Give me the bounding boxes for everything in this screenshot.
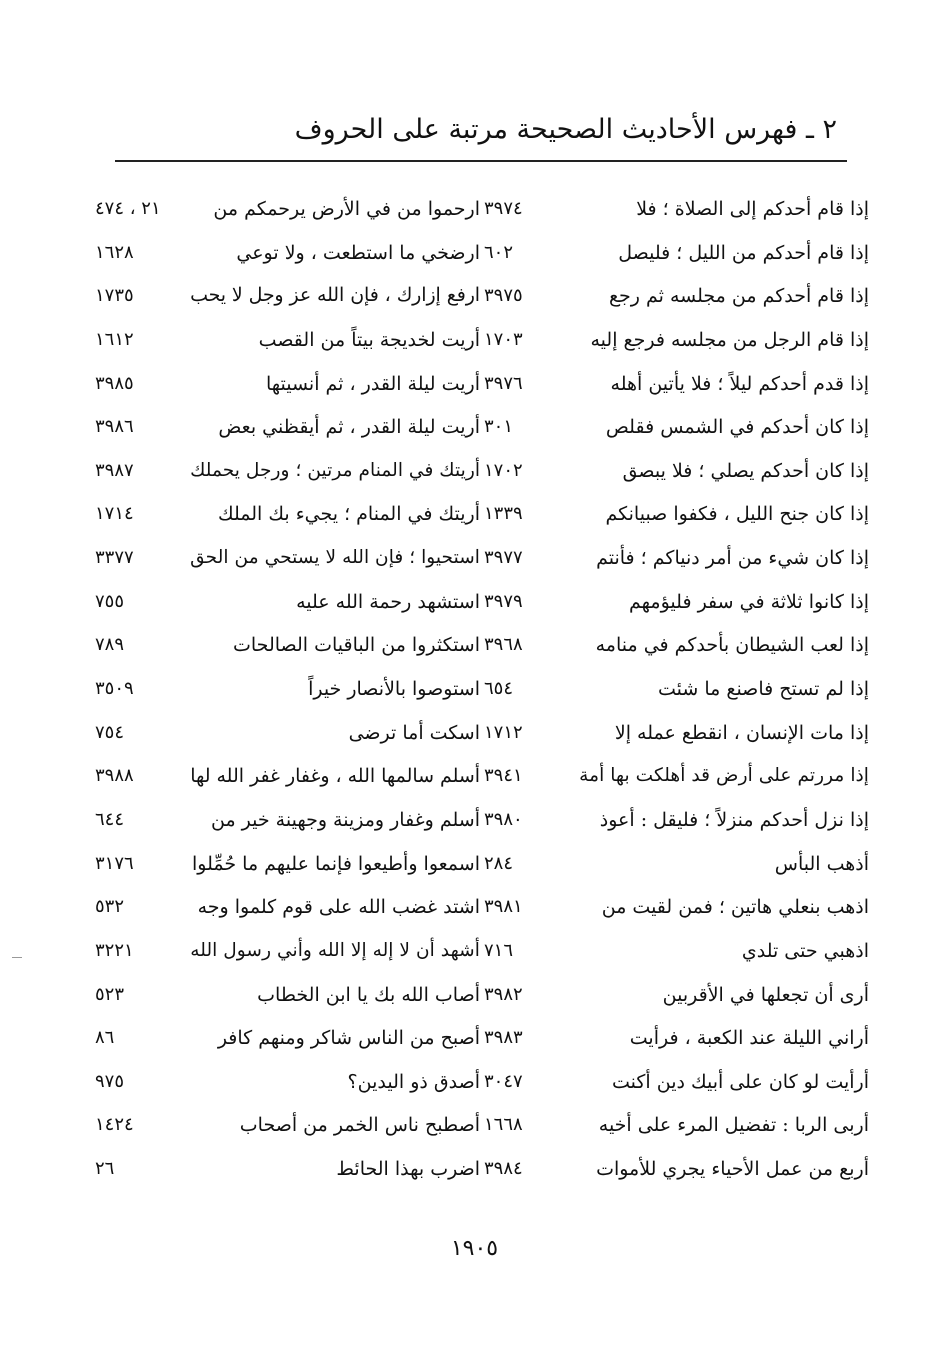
hadith-number: ٢٦ — [95, 1158, 115, 1180]
hadith-number: ٣١٧٦ — [95, 852, 134, 874]
index-entry — [484, 845, 869, 889]
hadith-number: ٣٩٦٨ — [484, 634, 523, 656]
page-title: ٢ ـ فهرس الأحاديث الصحيحة مرتبة على الحروف — [294, 114, 837, 145]
hadith-number: ٣٩٧٧ — [484, 547, 523, 569]
index-entry — [95, 757, 480, 801]
hadith-text: إذا كانوا ثلاثة في سفر فليؤمهم — [629, 590, 869, 613]
hadith-text: أشهد أن لا إله إلا الله وأني رسول الله — [190, 939, 480, 961]
index-entry — [484, 495, 869, 539]
hadith-number: ٦٤٤ — [95, 808, 125, 830]
hadith-number: ٣٩٧٦ — [484, 372, 523, 394]
hadith-number: ٥٢٣ — [95, 983, 125, 1005]
hadith-text: اذهبي حتى تلدي — [741, 939, 869, 962]
hadith-number: ٣٩٨٨ — [95, 765, 134, 787]
hadith-text: إذا مات الإنسان ، انقطع عمله إلا — [614, 721, 869, 744]
hadith-text: إذا كان أحدكم يصلي ؛ فلا يبصق — [622, 459, 869, 482]
index-entry — [95, 539, 480, 583]
hadith-text: أربع من عمل الأحياء يجري للأموات — [596, 1158, 869, 1181]
index-entry — [95, 495, 480, 539]
index-entry — [484, 190, 869, 234]
hadith-text: أريت ليلة القدر ، ثم أنسيتها — [265, 372, 480, 395]
hadith-text: أذهب البأس — [774, 852, 869, 875]
hadith-text: أربى الربا : تفضيل المرء على أخيه — [598, 1114, 869, 1137]
hadith-text: إذا قدم أحدكم ليلاً ؛ فلا يأتين أهله — [610, 372, 869, 395]
index-entry — [484, 888, 869, 932]
index-entry — [484, 408, 869, 452]
hadith-number: ٥٣٢ — [95, 896, 125, 918]
index-entry — [484, 670, 869, 714]
index-entry — [95, 190, 480, 234]
hadith-number: ٨٦ — [95, 1027, 115, 1049]
hadith-number: ٦٠٢ — [484, 241, 514, 263]
hadith-text: أريتك في المنام مرتين ؛ ورجل يحملك — [190, 459, 480, 481]
hadith-text: استشهد رحمة الله عليه — [296, 590, 480, 613]
index-entry — [95, 1150, 480, 1194]
hadith-number: ١٦٢٨ — [95, 241, 134, 263]
hadith-number: ١٧١٤ — [95, 503, 134, 525]
hadith-text: إذا قام أحدكم إلى الصلاة ؛ فلا — [636, 198, 869, 220]
hadith-text: إذا كان شيء من أمر دنياكم ؛ فأنتم — [596, 547, 869, 570]
index-entry — [484, 321, 869, 365]
index-entry — [484, 583, 869, 627]
index-entry — [95, 714, 480, 758]
index-entry — [95, 408, 480, 452]
index-entry — [95, 321, 480, 365]
index-entry — [95, 932, 480, 976]
hadith-number: ٣٩٨٤ — [484, 1158, 523, 1180]
hadith-text: إذا لعب الشيطان بأحدكم في منامه — [595, 634, 869, 657]
index-entry — [484, 365, 869, 409]
index-entry — [484, 1106, 869, 1150]
page-number: ١٩٠٥ — [450, 1236, 499, 1261]
header-divider — [115, 160, 847, 162]
index-entry — [95, 801, 480, 845]
hadith-text: أرأيت لو كان على أبيك دين أكنت — [611, 1070, 869, 1093]
hadith-text: أريت لخديجة بيتاً من القصب — [258, 328, 480, 351]
index-column-right — [484, 190, 869, 1194]
index-entry — [484, 976, 869, 1020]
hadith-text: اضرب بهذا الحائط — [336, 1158, 480, 1181]
hadith-text: أصبح من الناس شاكر ومنهم كافر — [217, 1027, 480, 1050]
hadith-number: ٧٥٤ — [95, 721, 125, 743]
index-column-left — [95, 190, 480, 1194]
index-entry — [95, 277, 480, 321]
hadith-number: ١٧١٢ — [484, 721, 523, 743]
hadith-number: ٣٩٨٠ — [484, 808, 523, 830]
hadith-text: ارضخي ما استطعت ، ولا توعي — [236, 241, 480, 264]
index-entry — [95, 670, 480, 714]
index-entry — [95, 1106, 480, 1150]
index-entry — [95, 234, 480, 278]
index-entry — [484, 1019, 869, 1063]
index-entry — [484, 1150, 869, 1194]
hadith-text: إذا كان جنح الليل ، فكفوا صبيانكم — [605, 503, 869, 526]
hadith-number: ١٧٠٢ — [484, 459, 523, 481]
hadith-number: ٩٧٥ — [95, 1070, 125, 1092]
hadith-number: ٣٠١ — [484, 416, 514, 438]
hadith-number: ١٧٣٥ — [95, 285, 134, 307]
hadith-text: استوصوا بالأنصار خيراً — [308, 678, 480, 701]
hadith-number: ١٣٣٩ — [484, 503, 523, 525]
hadith-text: ارحموا من في الأرض يرحمكم من — [213, 198, 480, 220]
hadith-number: ٣٥٠٩ — [95, 678, 134, 700]
hadith-number: ٣٩٧٥ — [484, 285, 523, 307]
index-entry — [95, 845, 480, 889]
hadith-number: ٧٨٩ — [95, 634, 125, 656]
index-entry — [484, 1063, 869, 1107]
index-entry — [484, 757, 869, 801]
index-entry — [95, 365, 480, 409]
hadith-number: ٣٢٢١ — [95, 939, 134, 961]
hadith-number: ٣٩٧٤ — [484, 198, 523, 219]
hadith-number: ٣٩٨٧ — [95, 459, 134, 481]
hadith-text: أريت ليلة القدر ، ثم أيقظني بعض — [218, 416, 480, 439]
hadith-text: أسلم وغفار ومزينة وجهينة خير من — [211, 808, 480, 831]
index-entry — [95, 452, 480, 496]
hadith-text: أصدق ذو اليدين؟ — [347, 1070, 480, 1093]
index-entry — [95, 888, 480, 932]
index-entry — [484, 277, 869, 321]
hadith-number: ٣٣٧٧ — [95, 547, 134, 569]
hadith-number: ١٦٦٨ — [484, 1114, 523, 1136]
index-entry — [484, 234, 869, 278]
hadith-number: ٣٩٨٢ — [484, 983, 523, 1005]
hadith-number: ٦٥٤ — [484, 678, 514, 700]
hadith-text: إذا نزل أحدكم منزلاً ؛ فليقل : أعوذ — [599, 808, 869, 831]
index-entry — [95, 626, 480, 670]
hadith-text: إذا لم تستح فاصنع ما شئت — [657, 678, 869, 701]
hadith-number: ١٦١٢ — [95, 328, 134, 350]
margin-mark — [12, 957, 22, 958]
hadith-text: أراني الليلة عند الكعبة ، فرأيت — [629, 1027, 869, 1050]
index-entry — [484, 801, 869, 845]
hadith-number: ٣٩٨٦ — [95, 416, 134, 438]
hadith-text: إذا كان أحدكم في الشمس فقلص — [605, 416, 869, 439]
hadith-number: ٣٩٨٥ — [95, 372, 134, 394]
hadith-number: ٣٩٨٣ — [484, 1027, 523, 1049]
hadith-text: استكثروا من الباقيات الصالحات — [233, 634, 480, 657]
hadith-number: ٧١٦ — [484, 939, 514, 961]
hadith-text: أريتك في المنام ؛ يجيء بك الملك — [217, 503, 480, 526]
hadith-number: ١٧٠٣ — [484, 328, 523, 350]
hadith-text: أسلم سالمها الله ، وغفار غفر الله لها — [190, 765, 480, 788]
hadith-text: اشتد غضب الله على قوم كلموا وجه — [197, 896, 480, 919]
hadith-text: ارفع إزارك ، فإن الله عز وجل لا يحب — [190, 285, 480, 307]
hadith-number: ٧٥٥ — [95, 590, 125, 612]
index-entry — [484, 452, 869, 496]
hadith-text: اسكت أما ترضى — [348, 721, 480, 744]
index-entry — [484, 539, 869, 583]
index-entry — [95, 583, 480, 627]
hadith-text: أرى أن تجعلها في الأقربين — [662, 983, 869, 1006]
hadith-number: ١٤٢٤ — [95, 1114, 134, 1136]
hadith-text: اسمعوا وأطيعوا فإنما عليهم ما حُمِّلوا — [192, 852, 480, 875]
hadith-text: إذا مررتم على أرض قد أهلكت بها أمة — [579, 765, 869, 787]
index-entry — [95, 1019, 480, 1063]
hadith-text: اذهب بنعلي هاتين ؛ فمن لقيت من — [601, 896, 869, 919]
hadith-text: استحيوا ؛ فإن الله لا يستحي من الحق — [190, 547, 480, 569]
hadith-text: إذا قام أحدكم من الليل ؛ فليصل — [618, 241, 869, 264]
hadith-text: أصطبح ناس الخمر من أصحاب — [239, 1114, 480, 1137]
index-entry — [95, 976, 480, 1020]
index-entry — [484, 932, 869, 976]
hadith-number: ٣٩٨١ — [484, 896, 523, 918]
hadith-number: ٢٨٤ — [484, 852, 514, 874]
index-entry — [484, 626, 869, 670]
hadith-number: ٣٩٤١ — [484, 765, 523, 787]
hadith-number: ٣٩٧٩ — [484, 590, 523, 612]
hadith-text: إذا قام الرجل من مجلسه فرجع إليه — [590, 328, 869, 351]
index-entry — [484, 714, 869, 758]
hadith-text: إذا قام أحدكم من مجلسه ثم رجع — [608, 285, 869, 308]
hadith-number: ٣٠٤٧ — [484, 1070, 523, 1092]
hadith-text: أصاب الله بك يا ابن الخطاب — [257, 983, 480, 1006]
index-entry — [95, 1063, 480, 1107]
hadith-number: ٢١ ، ٤٧٤ — [95, 198, 161, 219]
